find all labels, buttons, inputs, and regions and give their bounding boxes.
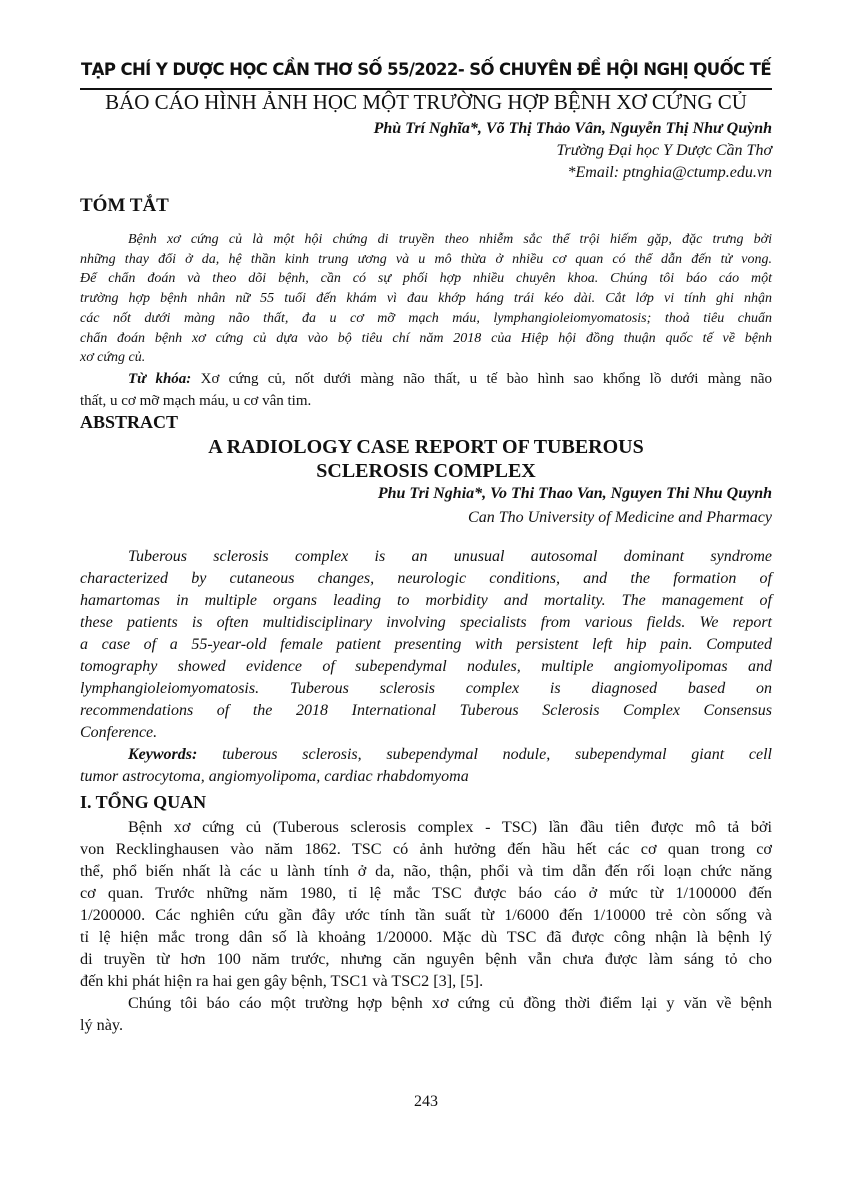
section1-body bbox=[80, 816, 772, 1036]
keywords-label: Từ khóa: bbox=[128, 371, 192, 387]
body-line: Chúng tôi báo cáo một trường hợp bệnh xơ cứng củ đồng thời điểm lại y văn về bệnh bbox=[128, 994, 772, 1012]
body-line: thể, phổ biến nhất là các u lành tính ở da, não, thận, phổi và tim dẫn đến rối loạn chức năng bbox=[80, 862, 772, 880]
summary-line: các nốt dưới màng não thất, đa u cơ mỡ mạch máu, lymphangioleiomyomatosis; thoả tiêu chuẩn bbox=[80, 310, 772, 326]
summary-line: Để chẩn đoán và theo dõi bệnh, cần có sự phối hợp nhiều chuyên khoa. Chúng tôi báo cáo một bbox=[80, 271, 772, 287]
summary-line: chẩn đoán bệnh xơ cứng củ dựa vào bộ tiêu chí năm 2018 của Hiệp hội đồng thuận quốc tế về bệnh bbox=[80, 330, 772, 346]
abstract-line: Conference. bbox=[80, 724, 158, 741]
body-line: đến khi phát hiện ra hai gen gây bệnh, TSC1 và TSC2 [3], [5]. bbox=[80, 972, 484, 990]
vn-authors: Phù Trí Nghĩa*, Võ Thị Thảo Vân, Nguyễn Thị Như Quỳnh bbox=[373, 120, 772, 137]
summary-line: xơ cứng củ. bbox=[80, 350, 146, 366]
keywords-text: tuberous sclerosis, subependymal nodule, subependymal giant cell bbox=[197, 746, 772, 763]
vn-summary bbox=[80, 230, 772, 368]
abstract-line: a case of a 55-year-old female patient presenting with persistent left hip pain. Computed bbox=[80, 636, 772, 653]
en-title bbox=[80, 435, 772, 483]
body-line: tỉ lệ hiện mắc trong dân số là khoảng 1/20000. Mặc dù TSC đã được công nhận là bệnh lý bbox=[80, 928, 772, 946]
summary-line: những thay đổi ở da, hệ thần kinh trung ương và u mô thừa ở nhiều cơ quan có thể dẫn đến tử vong. bbox=[80, 251, 772, 267]
keywords-text: thất, u cơ mỡ mạch máu, u cơ vân tim. bbox=[80, 393, 312, 409]
summary-line: trường hợp bệnh nhân nữ 55 tuổi đến khám vì đau khớp háng trái kéo dài. Cắt lớp vi tính ghi nhận bbox=[80, 291, 772, 307]
abstract-line: tomography showed evidence of subependymal nodules, multiple angiomyolipomas and bbox=[80, 658, 772, 675]
vn-affiliation: Trường Đại học Y Dược Cần Thơ bbox=[556, 142, 772, 159]
body-line: von Recklinghausen vào năm 1862. TSC có ảnh hưởng đến hầu hết các cơ quan trong cơ bbox=[80, 840, 772, 858]
abstract-line: Tuberous sclerosis complex is an unusual autosomal dominant syndrome bbox=[128, 548, 772, 565]
abstract-line: characterized by cutaneous changes, neurologic conditions, and the formation of bbox=[80, 570, 772, 587]
page-number: 243 bbox=[414, 1093, 438, 1110]
body-line: di truyền từ hơn 100 năm trước, nhưng căn nguyên bệnh vẫn chưa được làm sáng tỏ cho bbox=[80, 950, 772, 968]
vn-title: BÁO CÁO HÌNH ẢNH HỌC MỘT TRƯỜNG HỢP BỆNH XƠ CỨNG CỦ bbox=[105, 90, 747, 114]
summary-line: Bệnh xơ cứng củ là một hội chứng di truyền theo nhiễm sắc thể trội hiếm gặp, đặc trưng bởi bbox=[128, 232, 772, 247]
abstract-heading: ABSTRACT bbox=[80, 412, 179, 432]
keywords-label: Keywords: bbox=[128, 746, 198, 763]
en-abstract bbox=[80, 546, 772, 788]
keywords-text: Xơ cứng củ, nốt dưới màng não thất, u tế bào hình sao khổng lồ dưới màng não bbox=[191, 371, 772, 387]
summary-heading: TÓM TẮT bbox=[80, 195, 169, 216]
body-line: Bệnh xơ cứng củ (Tuberous sclerosis complex - TSC) lần đầu tiên được mô tả bởi bbox=[128, 818, 772, 836]
en-title-line: A RADIOLOGY CASE REPORT OF TUBEROUS bbox=[208, 436, 644, 458]
en-affiliation: Can Tho University of Medicine and Pharmacy bbox=[468, 509, 772, 526]
body-line: cơ quan. Trước những năm 1980, tỉ lệ mắc TSC được báo cáo ở mức từ 1/100000 đến bbox=[80, 884, 772, 902]
abstract-line: recommendations of the 2018 International Tuberous Sclerosis Complex Consensus bbox=[80, 702, 772, 719]
abstract-line: these patients is often multidisciplinary involving specialists from various fields. We report bbox=[80, 614, 772, 631]
body-line: lý này. bbox=[80, 1016, 124, 1034]
vn-keywords bbox=[80, 368, 772, 412]
body-line: 1/200000. Các nghiên cứu gần đây ước tính tần suất từ 1/6000 đến 1/10000 trẻ còn sống và bbox=[80, 906, 772, 924]
section-heading: I. TỔNG QUAN bbox=[80, 792, 207, 812]
journal-header: TẠP CHÍ Y DƯỢC HỌC CẦN THƠ SỐ 55/2022- SỐ CHUYÊN ĐỀ HỘI NGHỊ QUỐC TẾ bbox=[81, 60, 771, 79]
en-authors: Phu Tri Nghia*, Vo Thi Thao Van, Nguyen Thi Nhu Quynh bbox=[377, 485, 772, 502]
abstract-line: lymphangioleiomyomatosis. Tuberous sclerosis complex is diagnosed based on bbox=[80, 680, 772, 697]
keywords-text: tumor astrocytoma, angiomyolipoma, cardiac rhabdomyoma bbox=[80, 768, 469, 785]
abstract-line: hamartomas in multiple organs leading to morbidity and mortality. The management of bbox=[80, 592, 772, 609]
vn-email: *Email: ptnghia@ctump.edu.vn bbox=[567, 164, 772, 181]
en-title-line: SCLEROSIS COMPLEX bbox=[316, 460, 536, 482]
